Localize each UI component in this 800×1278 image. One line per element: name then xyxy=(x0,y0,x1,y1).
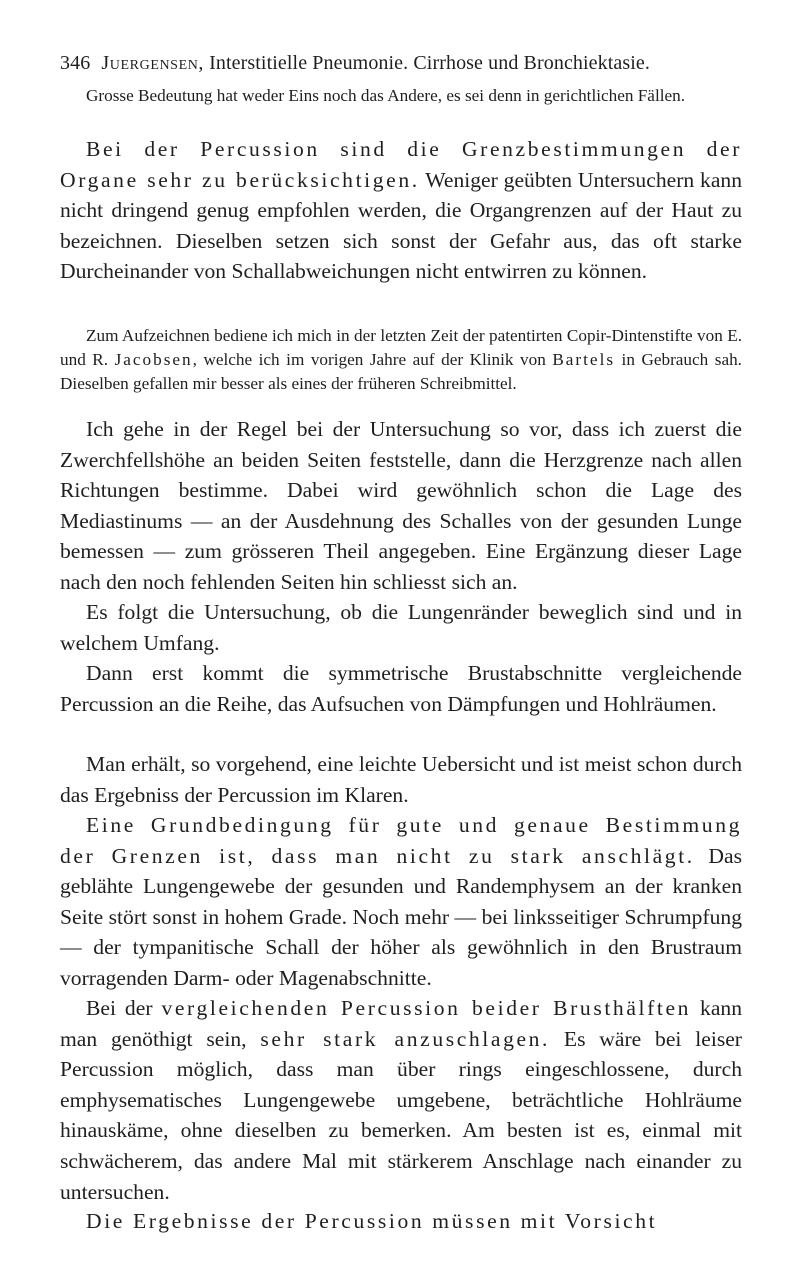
body-text: Es wäre bei leiser Percussion möglich, dass man über rings eingeschlossene, durch emphysematisches Lungengewebe umgebene, beträchtliche Hohlräume hinauskäme, ohne dieselben zu bemerken. Am besten ist es, einmal mit schwächerem, das andere Mal mit stärkerem Anschlage nach einander zu untersuchen. xyxy=(60,1026,742,1204)
paragraph-basic-condition xyxy=(60,810,742,994)
paragraph-results xyxy=(60,1206,742,1237)
body-text: in Gebrauch sah. Dieselben gefallen mir besser als eines der früheren Schreibmittel. xyxy=(60,350,742,394)
paragraph-basic-condition-text xyxy=(60,810,742,994)
emphasis-text: Eine Grundbedingung für gute und genaue Bestimmung der Grenzen ist, dass man nicht zu stark anschlägt. xyxy=(60,813,742,868)
paragraph-lung-margins-text: Es folgt die Untersuchung, ob die Lungenränder beweglich sind und in welchem Umfang. xyxy=(60,600,742,655)
paragraph-results-text xyxy=(60,1206,742,1237)
paragraph-comparative xyxy=(60,993,742,1207)
paragraph-percussion-organs-text xyxy=(60,134,742,287)
running-head xyxy=(60,52,650,75)
body-text: Das geblähte Lungengewebe der gesunden und Randemphysem an der kranken Seite stört sonst in hohem Grade. Noch mehr — bei linksseitiger Schrumpfung — der tympanitische Schall der höher als gewöhnlich in den Brustraum vorragenden Darm- oder Magenabschnitte. xyxy=(60,843,743,990)
emphasis-text: sehr stark anzuschlagen. xyxy=(260,1026,551,1051)
emphasis-text: Die Ergebnisse der Percussion müssen mit Vorsicht xyxy=(86,1209,658,1233)
body-text: , welche ich im vorigen Jahre auf der Klinik von xyxy=(192,350,553,370)
paragraph-percussion-organs xyxy=(60,134,742,287)
paragraph-procedure xyxy=(60,414,742,598)
paragraph-overview xyxy=(60,749,742,810)
paragraph-overview-text: Man erhält, so vorgehend, eine leichte Uebersicht und ist meist schon durch das Ergebniss der Percussion im Klaren. xyxy=(60,752,742,807)
paragraph-comparative-text xyxy=(60,993,742,1207)
body-text: Bei der xyxy=(86,996,162,1020)
person-name: Bartels xyxy=(552,350,616,370)
chapter-title: Interstitielle Pneumonie. Cirrhose und Bronchiektasie. xyxy=(209,52,650,74)
paragraph-symmetric-text: Dann erst kommt die symmetrische Brustabschnitte vergleichende Percussion an die Reihe, das Aufsuchen von Dämpfungen und Hohlräumen. xyxy=(60,661,742,716)
paragraph-procedure-text: Ich gehe in der Regel bei der Untersuchung so vor, dass ich zuerst die Zwerchfellshöhe an beiden Seiten feststelle, dann die Herzgrenze nach allen Richtungen bestimme. Dabei wird gewöhnlich schon die Lage des Mediastinums — an der Ausdehnung des Schalles von der gesunden Lunge bemessen — zum grösseren Theil angegeben. Eine Ergänzung dieser Lage nach den noch fehlenden Seiten hin schliesst sich an. xyxy=(60,417,742,594)
paragraph-symmetric xyxy=(60,658,742,719)
person-name: Jacobsen xyxy=(114,350,193,370)
body-text: Zum Aufzeichnen bediene ich mich in der letzten Zeit der patentirten Copir-Dintenstifte von E. und R. xyxy=(60,326,742,370)
page-number: 346 xyxy=(60,52,91,74)
emphasis-text: Bei der Percussion sind die Grenzbestimmungen der Organe sehr zu berücksichtigen. xyxy=(60,137,742,192)
paragraph-lung-margins xyxy=(60,597,742,658)
intro-paragraph xyxy=(60,84,742,108)
author-name: Juergensen, xyxy=(101,52,205,74)
intro-text: Grosse Bedeutung hat weder Eins noch das Andere, es sei denn in gerichtlichen Fällen. xyxy=(86,86,686,105)
footnote-paragraph xyxy=(60,324,742,397)
footnote-text xyxy=(60,324,742,397)
emphasis-text: vergleichenden Percussion beider Brusthälften xyxy=(161,996,692,1020)
body-text: Weniger geübten Untersuchern kann nicht dringend genug empfohlen werden, die Organgrenzen auf der Haut zu bezeichnen. Dieselben setzen sich sonst der Gefahr aus, das oft starke Durcheinander von Schallabweichungen nicht entwirren zu können. xyxy=(60,167,743,284)
body-text: kann man genöthigt sein, xyxy=(60,996,743,1051)
